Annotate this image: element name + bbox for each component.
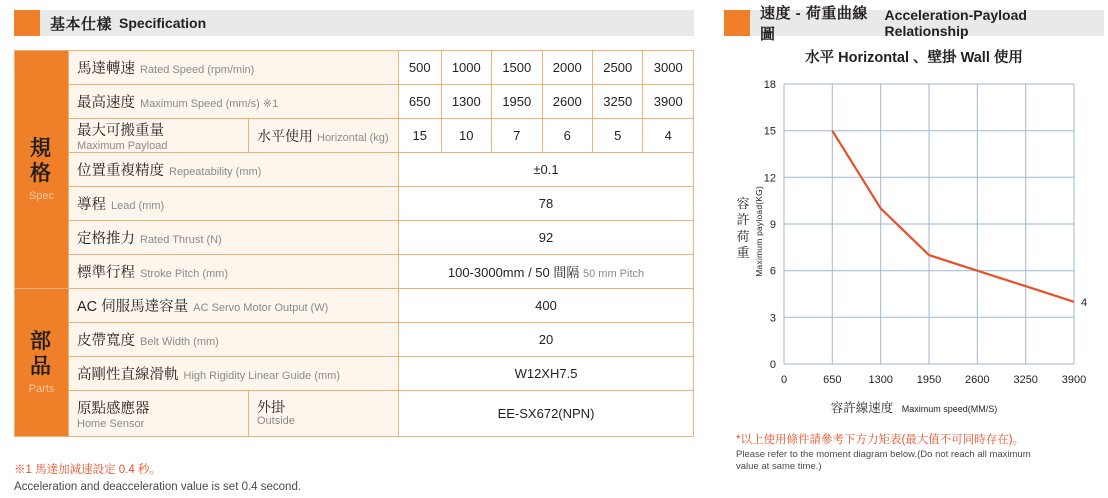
spec-footnote-cn: ※1 馬達加減速設定 0.4 秒。 bbox=[14, 464, 161, 476]
side-label-spec-cn: 規格 bbox=[30, 137, 53, 185]
svg-text:0: 0 bbox=[769, 359, 776, 371]
chart-header-bar bbox=[750, 5, 1104, 43]
chart-footnote-en-2: value at same time.) bbox=[736, 461, 822, 473]
spec-footnote-en: Acceleration and deacceleration value is set 0.4 second. bbox=[14, 481, 302, 494]
orange-square-marker bbox=[14, 10, 40, 36]
rated-speed-value-4: 2000 bbox=[542, 51, 592, 85]
spec-section-header bbox=[14, 10, 694, 36]
chart-plot-title-en1: Horizontal bbox=[838, 50, 910, 66]
row-label-home-sensor bbox=[69, 391, 249, 437]
max-speed-value-1: 650 bbox=[399, 85, 442, 119]
max-speed-en: Maximum Speed (mm/s) ※1 bbox=[140, 98, 279, 110]
chart-title-en: Acceleration-Payload Relationship bbox=[884, 7, 1027, 39]
max-payload-cn: 最大可搬重量 bbox=[77, 123, 164, 139]
svg-text:12: 12 bbox=[763, 172, 776, 185]
rated-speed-en: Rated Speed (rpm/min) bbox=[140, 64, 255, 76]
row-label-rated-speed bbox=[69, 51, 399, 85]
stroke-value-main: 100-3000mm / 50 間隔 bbox=[447, 265, 580, 281]
svg-text:1950: 1950 bbox=[916, 374, 942, 386]
svg-text:15: 15 bbox=[763, 125, 776, 138]
specification-table bbox=[14, 50, 694, 437]
max-payload-en: Maximum Payload bbox=[77, 140, 168, 152]
table-row bbox=[15, 51, 694, 85]
svg-text:3: 3 bbox=[769, 312, 776, 325]
linear-guide-en: High Rigidity Linear Guide (mm) bbox=[183, 370, 340, 383]
stroke-en: Stroke Pitch (mm) bbox=[140, 268, 229, 281]
outside-cn: 外掛 bbox=[257, 399, 285, 416]
row-label-max-payload bbox=[69, 119, 249, 153]
y-axis-label-en: Maximum payload(KG) bbox=[754, 186, 764, 277]
row-label-motor-output bbox=[69, 289, 399, 323]
linear-guide-value: W12XH7.5 bbox=[399, 357, 694, 391]
rated-speed-value-2: 1000 bbox=[441, 51, 491, 85]
row-label-thrust bbox=[69, 221, 399, 255]
row-label-belt-width bbox=[69, 323, 399, 357]
table-row bbox=[15, 323, 694, 357]
svg-text:2600: 2600 bbox=[965, 374, 990, 386]
horizontal-cn: 水平使用 bbox=[257, 127, 313, 144]
thrust-value: 92 bbox=[399, 221, 694, 255]
table-row bbox=[15, 187, 694, 221]
lead-en: Lead (mm) bbox=[111, 200, 165, 213]
table-row bbox=[15, 289, 694, 323]
x-axis-label-cn: 容許線速度 bbox=[830, 401, 894, 415]
table-row bbox=[15, 255, 694, 289]
stroke-value-sub: 50 mm Pitch bbox=[583, 268, 645, 281]
repeatability-cn: 位置重複精度 bbox=[77, 163, 164, 180]
thrust-cn: 定格推力 bbox=[77, 231, 135, 248]
max-speed-value-4: 2600 bbox=[542, 85, 592, 119]
rated-speed-value-6: 3000 bbox=[643, 51, 694, 85]
lead-value: 78 bbox=[399, 187, 694, 221]
max-speed-value-6: 3900 bbox=[643, 85, 694, 119]
motor-output-cn: AC 伺服馬達容量 bbox=[77, 299, 189, 316]
chart-plot-title-cn1: 水平 bbox=[805, 50, 835, 66]
horizontal-en: Horizontal (kg) bbox=[317, 131, 389, 144]
table-row bbox=[15, 221, 694, 255]
table-row bbox=[15, 153, 694, 187]
chart-footnote bbox=[736, 432, 1104, 474]
side-label-parts-cn: 部品 bbox=[30, 330, 53, 378]
svg-text:6: 6 bbox=[769, 265, 776, 278]
linear-guide-cn: 高剛性直線滑軌 bbox=[77, 367, 179, 384]
payload-value-1: 15 bbox=[399, 119, 442, 153]
side-label-spec bbox=[15, 51, 69, 289]
table-row bbox=[15, 357, 694, 391]
rated-speed-value-3: 1500 bbox=[492, 51, 542, 85]
belt-width-value: 20 bbox=[399, 323, 694, 357]
payload-value-6: 4 bbox=[643, 119, 694, 153]
x-axis-label bbox=[724, 398, 1104, 417]
payload-curve bbox=[832, 131, 1074, 302]
svg-text:3250: 3250 bbox=[1013, 374, 1038, 386]
row-label-linear-guide bbox=[69, 357, 399, 391]
repeatability-en: Repeatability (mm) bbox=[169, 166, 262, 179]
svg-text:650: 650 bbox=[823, 374, 842, 386]
max-speed-value-2: 1300 bbox=[441, 85, 491, 119]
home-sensor-en: Home Sensor bbox=[77, 418, 145, 431]
x-tick-labels bbox=[781, 374, 1086, 386]
table-row bbox=[15, 119, 694, 153]
row-sublabel-outside bbox=[249, 391, 399, 437]
chart-title-cn: 速度 - 荷重曲線圖 bbox=[760, 5, 868, 43]
payload-value-5: 5 bbox=[593, 119, 643, 153]
home-sensor-cn: 原點感應器 bbox=[77, 401, 150, 418]
rated-speed-cn: 馬達轉速 bbox=[77, 61, 135, 77]
row-label-repeatability bbox=[69, 153, 399, 187]
rated-speed-value-1: 500 bbox=[399, 51, 442, 85]
payload-value-2: 10 bbox=[441, 119, 491, 153]
payload-value-3: 7 bbox=[492, 119, 542, 153]
chart-footnote-en-1: Please refer to the moment diagram below.(Do not reach all maximum bbox=[736, 448, 1031, 460]
spec-title-en: Specification bbox=[119, 15, 207, 31]
chart-footnote-cn: *以上使用條件請參考下方力矩表(最大值不可同時存在)。 bbox=[736, 434, 1025, 446]
stroke-value bbox=[399, 255, 694, 289]
orange-square-marker-chart bbox=[724, 10, 750, 36]
chart-plot-title-en2: Wall bbox=[960, 50, 990, 66]
chart-plot-title bbox=[724, 46, 1104, 67]
max-speed-cn: 最高速度 bbox=[77, 95, 135, 111]
payload-speed-chart bbox=[724, 46, 1104, 446]
table-row bbox=[15, 85, 694, 119]
chart-plot-title-cn2: 使用 bbox=[993, 50, 1023, 66]
y-axis-label-cn-text: 容 許 荷 重 bbox=[736, 196, 750, 260]
side-label-spec-en: Spec bbox=[28, 189, 55, 202]
svg-text:18: 18 bbox=[763, 79, 776, 91]
y-tick-labels bbox=[764, 79, 776, 371]
svg-text:9: 9 bbox=[769, 219, 776, 231]
payload-value-4: 6 bbox=[542, 119, 592, 153]
x-axis-label-en: Maximum speed(MM/S) bbox=[901, 404, 998, 414]
spec-header-bar bbox=[40, 10, 694, 36]
side-label-parts-en: Parts bbox=[28, 382, 55, 395]
max-speed-value-3: 1950 bbox=[492, 85, 542, 119]
motor-output-en: AC Servo Motor Output (W) bbox=[193, 302, 329, 315]
belt-width-cn: 皮帶寬度 bbox=[77, 333, 135, 350]
outside-en: Outside bbox=[257, 415, 295, 428]
end-point-label: 4 bbox=[1081, 297, 1088, 309]
max-speed-value-5: 3250 bbox=[593, 85, 643, 119]
row-label-stroke bbox=[69, 255, 399, 289]
spec-title-cn: 基本仕樣 bbox=[50, 15, 113, 33]
home-sensor-value: EE-SX672(NPN) bbox=[399, 391, 694, 437]
chart-section-header bbox=[724, 5, 1104, 43]
row-sublabel-horizontal bbox=[249, 119, 399, 153]
chart-svg bbox=[724, 68, 1104, 398]
motor-output-value: 400 bbox=[399, 289, 694, 323]
rated-speed-value-5: 2500 bbox=[593, 51, 643, 85]
row-label-max-speed bbox=[69, 85, 399, 119]
row-label-lead bbox=[69, 187, 399, 221]
svg-text:1300: 1300 bbox=[868, 374, 893, 386]
belt-width-en: Belt Width (mm) bbox=[140, 336, 219, 349]
table-row bbox=[15, 391, 694, 437]
stroke-cn: 標準行程 bbox=[77, 265, 135, 282]
chart-plot-title-sep: 、壁掛 bbox=[913, 50, 957, 66]
side-label-parts bbox=[15, 289, 69, 437]
thrust-en: Rated Thrust (N) bbox=[140, 234, 222, 247]
repeatability-value: ±0.1 bbox=[399, 153, 694, 187]
svg-text:3900: 3900 bbox=[1061, 374, 1087, 386]
spec-footnote bbox=[14, 462, 694, 497]
lead-cn: 導程 bbox=[77, 197, 106, 214]
svg-text:0: 0 bbox=[780, 374, 788, 386]
